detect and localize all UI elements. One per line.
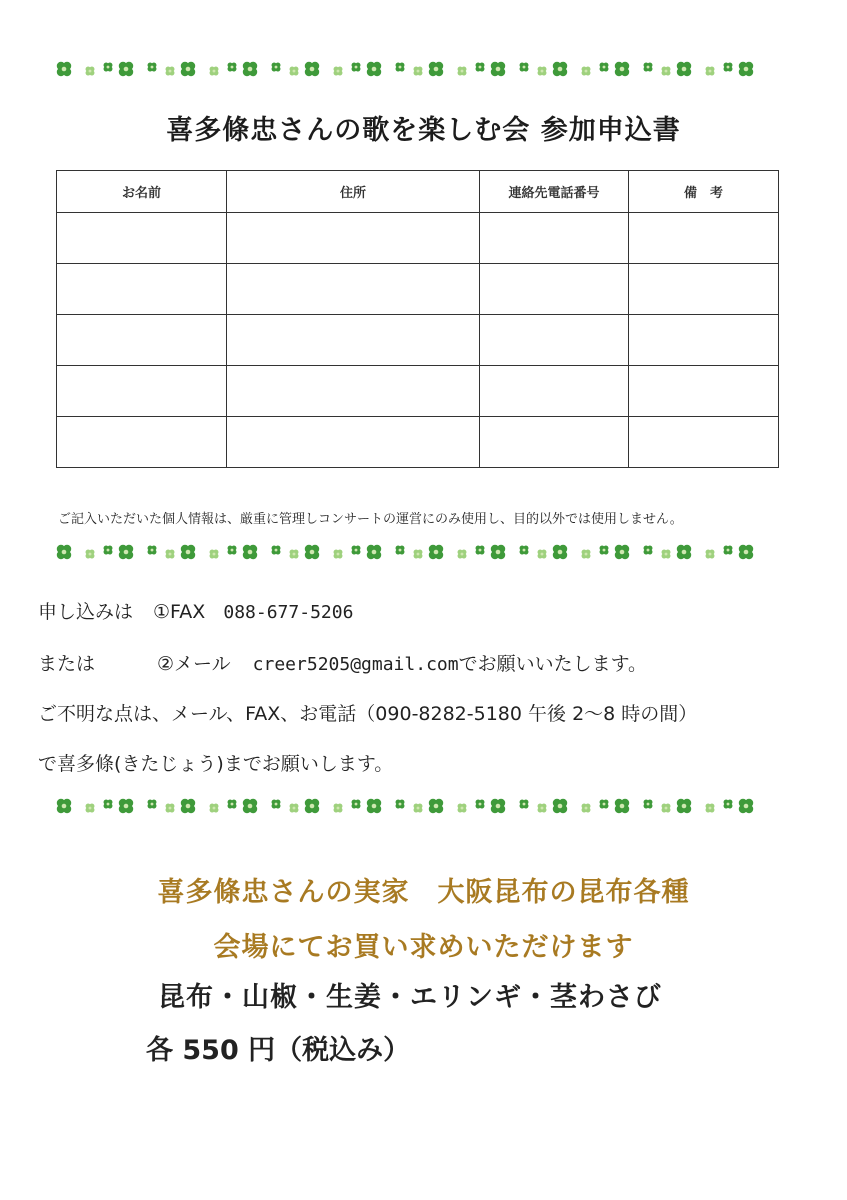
clover-icon	[538, 67, 547, 76]
clover-icon	[582, 550, 591, 559]
promo-items: 昆布・山椒・生姜・エリンギ・茎わさび	[158, 982, 662, 1013]
clover-icon	[644, 546, 653, 555]
clover-icon	[86, 804, 95, 813]
clover-icon	[706, 550, 715, 559]
clover-icon	[119, 799, 133, 813]
clover-icon	[739, 62, 753, 76]
cell-phone[interactable]	[480, 315, 629, 366]
clover-icon	[148, 546, 157, 555]
clover-icon	[662, 67, 671, 76]
clover-icon	[677, 799, 691, 813]
clover-icon	[243, 545, 257, 559]
header-name: お名前	[57, 171, 227, 213]
clover-icon	[396, 63, 405, 72]
page-title: 喜多條忠さんの歌を楽しむ会 参加申込書	[166, 115, 681, 146]
clover-icon	[662, 550, 671, 559]
clover-icon	[352, 63, 361, 72]
clover-icon	[396, 546, 405, 555]
clover-icon	[706, 804, 715, 813]
clover-icon	[520, 63, 529, 72]
clover-icon	[367, 62, 381, 76]
contact-line-name: で喜多條(きたじょう)までお願いします。	[38, 753, 394, 775]
clover-icon	[166, 550, 175, 559]
clover-icon	[352, 546, 361, 555]
clover-icon	[615, 62, 629, 76]
clover-icon	[615, 799, 629, 813]
cell-remarks[interactable]	[629, 417, 779, 468]
apply-label: 申し込みは	[38, 601, 134, 623]
clover-icon	[243, 799, 257, 813]
promo-heading: 喜多條忠さんの実家 大阪昆布の昆布各種	[157, 877, 690, 908]
clover-icon	[600, 800, 609, 809]
clover-icon	[582, 804, 591, 813]
clover-icon	[520, 800, 529, 809]
clover-icon	[520, 546, 529, 555]
cell-name[interactable]	[57, 213, 227, 264]
contact-line-fax	[38, 597, 353, 624]
clover-icon	[57, 62, 71, 76]
clover-icon	[86, 67, 95, 76]
cell-phone[interactable]	[480, 213, 629, 264]
clover-icon	[458, 67, 467, 76]
clover-icon	[210, 67, 219, 76]
clover-icon	[476, 800, 485, 809]
privacy-notice: ご記入いただいた個人情報は、厳重に管理しコンサートの運営にのみ使用し、目的以外では使用しません。	[58, 512, 683, 527]
clover-icon	[119, 62, 133, 76]
clover-icon	[148, 63, 157, 72]
cell-name[interactable]	[57, 366, 227, 417]
clover-icon	[57, 799, 71, 813]
email-suffix: でお願いいたします。	[458, 653, 648, 675]
contact-line-email	[38, 649, 647, 676]
clover-icon	[662, 804, 671, 813]
clover-icon	[272, 63, 281, 72]
clover-icon	[429, 799, 443, 813]
or-label: または	[38, 653, 96, 675]
clover-icon	[414, 804, 423, 813]
table-header-row	[57, 171, 779, 213]
clover-icon	[396, 800, 405, 809]
email-method: ②メール	[157, 653, 231, 675]
clover-icon	[272, 546, 281, 555]
clover-icon	[553, 62, 567, 76]
clover-icon	[429, 62, 443, 76]
clover-icon	[210, 550, 219, 559]
clover-icon	[86, 550, 95, 559]
clover-icon	[305, 545, 319, 559]
clover-icon	[290, 550, 299, 559]
cell-phone[interactable]	[480, 264, 629, 315]
clover-icon	[491, 545, 505, 559]
clover-icon	[491, 62, 505, 76]
contact-line-inquiry: ご不明な点は、メール、FAX、お電話（090-8282-5180 午後 2～8 時の間）	[38, 703, 698, 725]
clover-icon	[706, 67, 715, 76]
clover-icon	[228, 63, 237, 72]
clover-icon	[148, 800, 157, 809]
cell-address[interactable]	[227, 315, 480, 366]
cell-address[interactable]	[227, 213, 480, 264]
clover-icon	[228, 800, 237, 809]
clover-icon	[458, 550, 467, 559]
clover-icon	[367, 799, 381, 813]
table-row	[57, 264, 779, 315]
clover-icon	[600, 546, 609, 555]
clover-icon	[228, 546, 237, 555]
clover-icon	[290, 804, 299, 813]
clover-icon	[615, 545, 629, 559]
clover-icon	[243, 62, 257, 76]
clover-icon	[181, 545, 195, 559]
clover-border-top	[56, 58, 776, 80]
clover-border-bottom	[56, 795, 776, 817]
cell-address[interactable]	[227, 264, 480, 315]
clover-icon	[57, 545, 71, 559]
clover-icon	[677, 62, 691, 76]
clover-icon	[305, 799, 319, 813]
clover-icon	[491, 799, 505, 813]
clover-icon	[181, 62, 195, 76]
table-row	[57, 417, 779, 468]
clover-icon	[104, 546, 113, 555]
clover-icon	[210, 804, 219, 813]
cell-remarks[interactable]	[629, 315, 779, 366]
cell-remarks[interactable]	[629, 213, 779, 264]
application-table	[56, 170, 779, 468]
email-address[interactable]: creer5205@gmail.com	[252, 654, 459, 675]
clover-icon	[739, 545, 753, 559]
cell-phone[interactable]	[480, 417, 629, 468]
clover-icon	[290, 67, 299, 76]
clover-icon	[476, 546, 485, 555]
clover-icon	[476, 63, 485, 72]
cell-name[interactable]	[57, 417, 227, 468]
clover-icon	[104, 63, 113, 72]
clover-icon	[334, 67, 343, 76]
header-phone: 連絡先電話番号	[480, 171, 629, 213]
cell-address[interactable]	[227, 417, 480, 468]
table-row	[57, 213, 779, 264]
header-address: 住所	[227, 171, 480, 213]
table-row	[57, 315, 779, 366]
clover-icon	[458, 804, 467, 813]
clover-border-middle	[56, 541, 776, 563]
clover-icon	[166, 67, 175, 76]
clover-icon	[538, 550, 547, 559]
clover-icon	[166, 804, 175, 813]
clover-icon	[272, 800, 281, 809]
clover-icon	[724, 800, 733, 809]
clover-icon	[119, 545, 133, 559]
cell-address[interactable]	[227, 366, 480, 417]
clover-icon	[553, 545, 567, 559]
clover-icon	[582, 67, 591, 76]
cell-phone[interactable]	[480, 366, 629, 417]
fax-number: 088-677-5206	[223, 602, 354, 623]
clover-icon	[644, 800, 653, 809]
clover-icon	[739, 799, 753, 813]
clover-icon	[677, 545, 691, 559]
header-remarks: 備 考	[629, 171, 779, 213]
clover-icon	[367, 545, 381, 559]
promo-subheading: 会場にてお買い求めいただけます	[213, 932, 634, 963]
cell-name[interactable]	[57, 315, 227, 366]
clover-icon	[181, 799, 195, 813]
table-row	[57, 366, 779, 417]
clover-icon	[600, 63, 609, 72]
clover-icon	[352, 800, 361, 809]
clover-icon	[334, 550, 343, 559]
fax-method: ①FAX	[153, 601, 206, 623]
cell-name[interactable]	[57, 264, 227, 315]
clover-icon	[104, 800, 113, 809]
promo-price: 各 550 円（税込み）	[146, 1035, 411, 1066]
clover-icon	[334, 804, 343, 813]
clover-icon	[724, 63, 733, 72]
cell-remarks[interactable]	[629, 366, 779, 417]
clover-icon	[429, 545, 443, 559]
clover-icon	[414, 67, 423, 76]
clover-icon	[644, 63, 653, 72]
clover-icon	[553, 799, 567, 813]
clover-icon	[305, 62, 319, 76]
clover-icon	[414, 550, 423, 559]
clover-icon	[724, 546, 733, 555]
cell-remarks[interactable]	[629, 264, 779, 315]
clover-icon	[538, 804, 547, 813]
